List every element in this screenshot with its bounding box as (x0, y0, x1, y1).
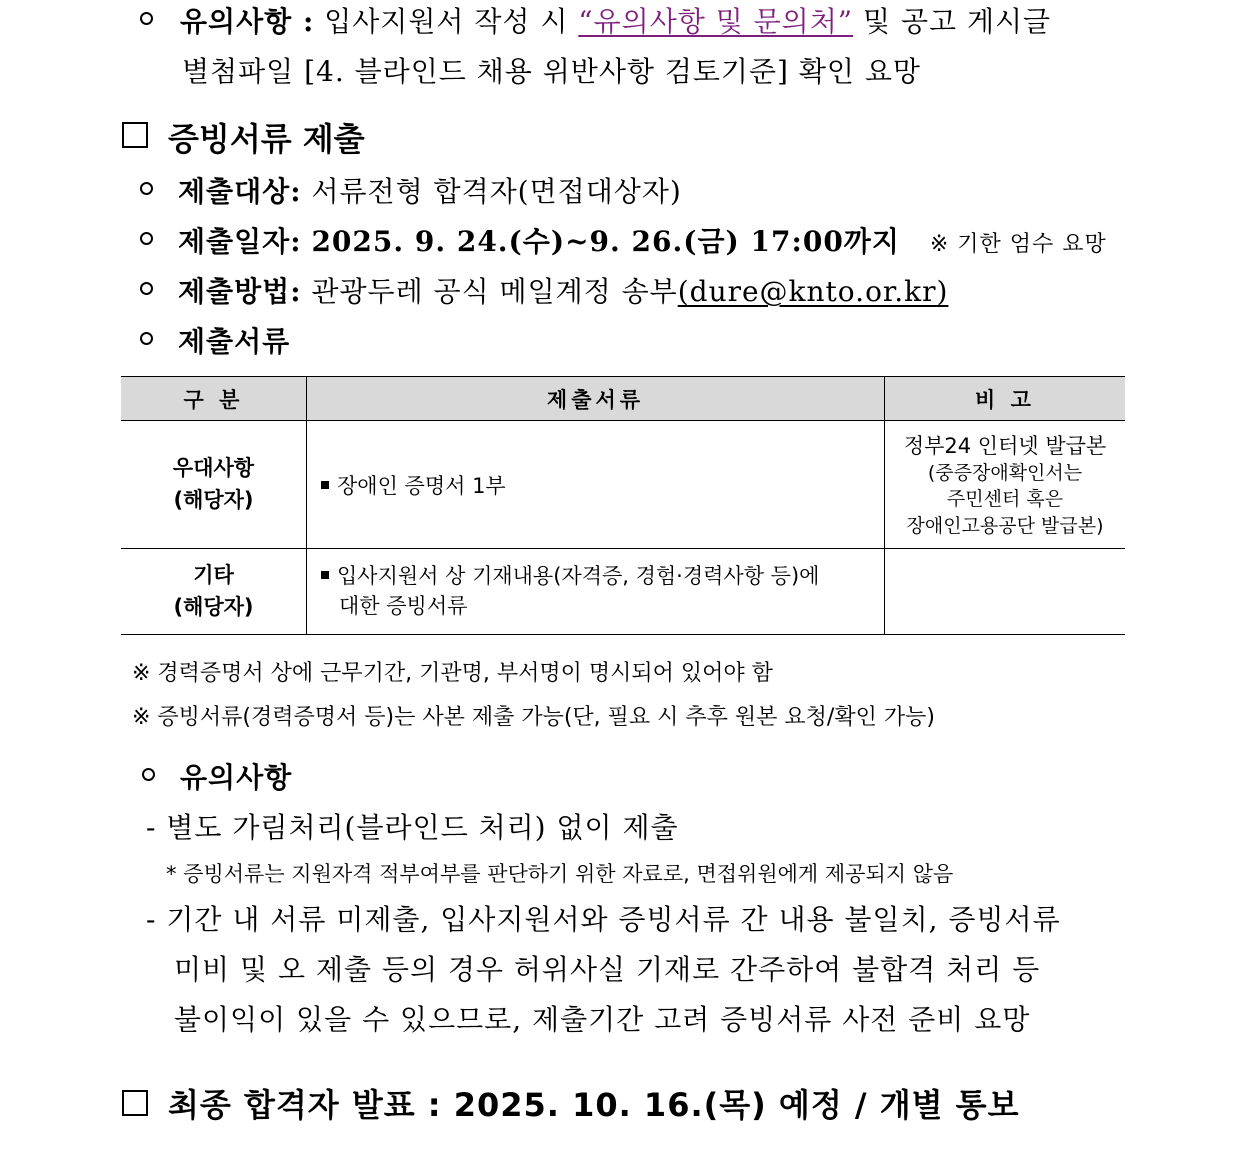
notice-label: 유의사항 : (180, 5, 315, 38)
email-link[interactable]: (dure@knto.or.kr) (677, 275, 949, 308)
row-category: 우대사항 (해당자) (121, 421, 307, 549)
submit-date: 제출일자: 2025. 9. 24.(수)~9. 26.(금) 17:00까지 ※ 기한 엄수 요망 (178, 225, 1107, 258)
row-documents: 입사지원서 상 기재내용(자격증, 경험·경력사항 등)에 대한 증빙서류 (307, 549, 885, 635)
square-bullet-icon (321, 571, 329, 579)
caution-subnote: * 증빙서류는 지원자격 적부여부를 판단하기 위한 자료로, 면접위원에게 제공되지 않음 (166, 862, 954, 886)
table-header-row (121, 377, 1125, 421)
caution-item-cont: 미비 및 오 제출 등의 경우 허위사실 기재로 간주하여 불합격 처리 등 (174, 953, 1041, 986)
bullet-circle-icon (140, 232, 153, 245)
row-category: 기타 (해당자) (121, 549, 307, 635)
checkbox-square-icon (122, 1090, 148, 1116)
square-bullet-icon (321, 481, 329, 489)
row-remarks (885, 549, 1126, 635)
notice-line-1: 유의사항 : 입사지원서 작성 시 “유의사항 및 문의처” 및 공고 게시글 (180, 5, 1052, 38)
checkbox-square-icon (122, 122, 148, 148)
bullet-circle-icon (140, 12, 153, 25)
submit-docs-label: 제출서류 (178, 325, 291, 358)
notice-link[interactable]: “유의사항 및 문의처” (578, 5, 854, 38)
bullet-circle-icon (142, 768, 155, 781)
caution-label: 유의사항 (180, 761, 293, 794)
caution-item-cont: 불이익이 있을 수 있으므로, 제출기간 고려 증빙서류 사전 준비 요망 (174, 1003, 1031, 1036)
remark-line: ※ 경력증명서 상에 근무기간, 기관명, 부서명이 명시되어 있어야 함 (132, 661, 773, 686)
caution-item: - 기간 내 서류 미제출, 입사지원서와 증빙서류 간 내용 불일치, 증빙서류 (146, 903, 1061, 936)
bullet-circle-icon (140, 182, 153, 195)
table-header-category: 구 분 (121, 377, 307, 421)
notice-line-2: 별첨파일 [4. 블라인드 채용 위반사항 검토기준] 확인 요망 (182, 55, 921, 88)
bullet-circle-icon (140, 282, 153, 295)
documents-table (121, 376, 1125, 635)
table-row (121, 549, 1125, 635)
section-heading-docs: 증빙서류 제출 (168, 120, 365, 158)
final-announcement: 최종 합격자 발표 : 2025. 10. 16.(목) 예정 / 개별 통보 (168, 1086, 1020, 1124)
row-documents: 장애인 증명서 1부 (307, 421, 885, 549)
bullet-circle-icon (140, 332, 153, 345)
submit-method: 제출방법: 관광두레 공식 메일계정 송부(dure@knto.or.kr) (178, 275, 949, 308)
row-remarks: 정부24 인터넷 발급본 (중증장애확인서는 주민센터 혹은 장애인고용공단 발급본) (885, 421, 1126, 549)
table-row (121, 421, 1125, 549)
table-header-remarks: 비 고 (885, 377, 1126, 421)
remark-line: ※ 증빙서류(경력증명서 등)는 사본 제출 가능(단, 필요 시 추후 원본 요청/확인 가능) (132, 705, 935, 730)
table-header-documents: 제출서류 (307, 377, 885, 421)
caution-item: - 별도 가림처리(블라인드 처리) 없이 제출 (146, 811, 679, 844)
submit-target: 제출대상: 서류전형 합격자(면접대상자) (178, 175, 682, 208)
